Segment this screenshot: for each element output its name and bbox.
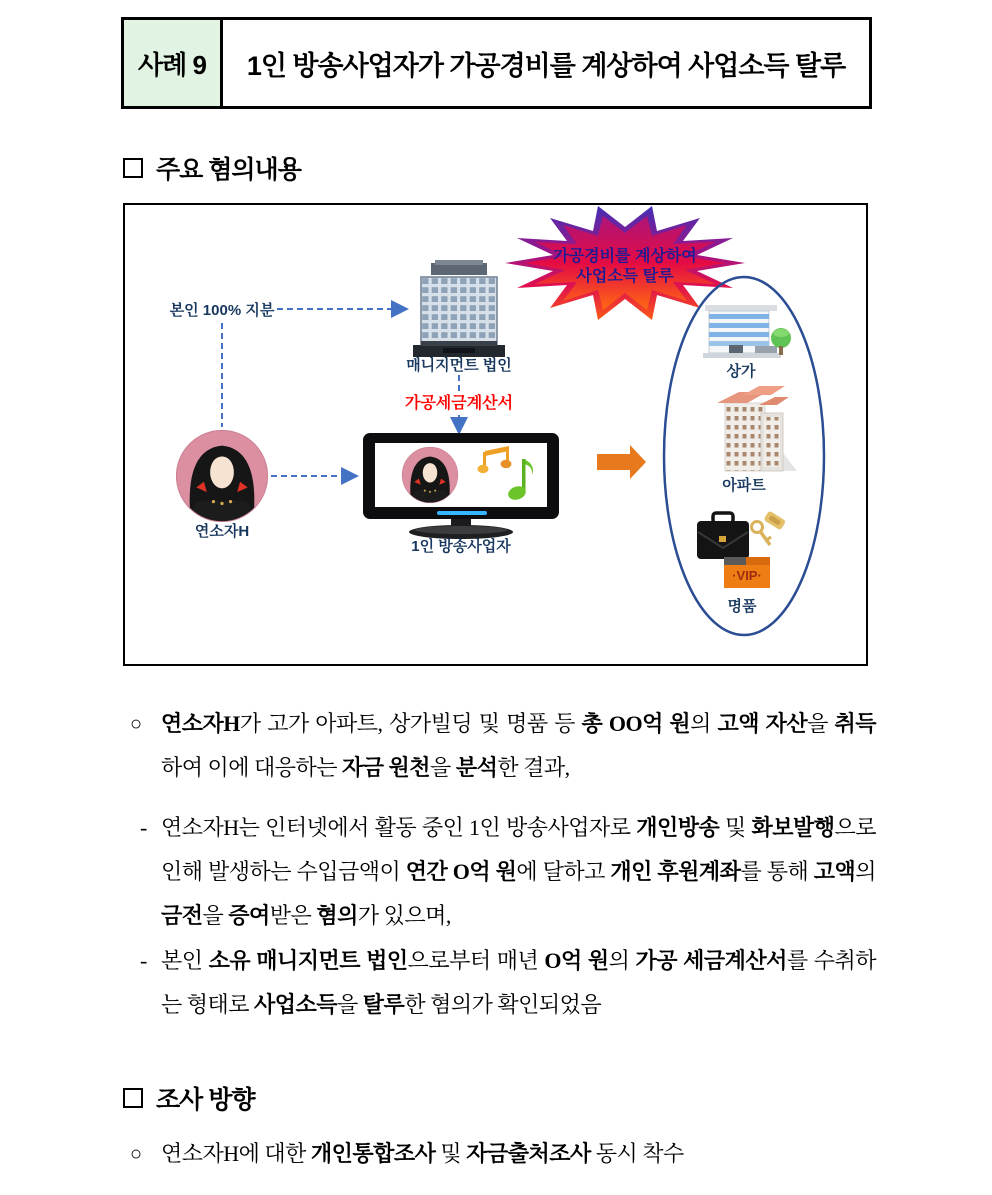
vip-card-icon <box>724 557 770 588</box>
minor-avatar-icon <box>176 430 267 525</box>
paragraph-fake-invoices <box>121 939 876 1027</box>
paragraph-text: 연소자H에 대한 개인통합조사 및 자금출처조사 동시 착수 <box>161 1141 684 1166</box>
section-heading-investigation-direction <box>123 1080 255 1116</box>
paragraph-investigation-launch <box>121 1132 876 1176</box>
scheme-diagram <box>123 203 868 666</box>
briefcase-icon <box>697 513 749 559</box>
starburst-text-line2: 사업소득 탈루 <box>576 268 674 285</box>
paragraph-text: 연소자H는 인터넷에서 활동 중인 1인 방송사업자로 개인방송 및 화보발행으로 인해 발생하는 수입금액이 연간 O억 원에 달하고 개인 후원계좌를 통해 고액의 금전을 증여받은 혐의가 있으며, <box>161 815 876 928</box>
management-building-icon <box>413 260 505 357</box>
section-heading-label: 조사 방향 <box>156 1086 255 1114</box>
dash-bullet: - <box>140 815 147 840</box>
result-arrow-icon <box>597 445 646 479</box>
circle-bullet: ○ <box>130 1143 142 1165</box>
paragraph-broadcast-income <box>121 806 876 938</box>
case-number-cell: 사례 9 <box>124 20 223 106</box>
apartment-label: 아파트 <box>722 477 766 494</box>
case-title: 1인 방송사업자가 가공경비를 계상하여 사업소득 탈루 <box>246 50 846 81</box>
luxury-label: 명품 <box>727 598 757 615</box>
square-bullet-icon <box>123 1088 143 1108</box>
case-header-box <box>121 17 872 109</box>
keys-icon <box>752 510 787 545</box>
paragraph-text: 연소자H가 고가 아파트, 상가빌딩 및 명품 등 총 OO억 원의 고액 자산을 취득하여 이에 대응하는 자금 원천을 분석한 결과, <box>161 711 876 780</box>
square-bullet-icon <box>123 158 143 178</box>
paragraph-text: 본인 소유 매니지먼트 법인으로부터 매년 O억 원의 가공 세금계산서를 수취하는 형태로 사업소득을 탈루한 혐의가 확인되었음 <box>161 948 876 1017</box>
scheme-diagram-canvas <box>125 205 866 664</box>
section-heading-main-allegations <box>123 150 301 186</box>
fake-invoice-label: 가공세금계산서 <box>404 395 514 412</box>
dash-bullet: - <box>140 948 147 973</box>
broadcaster-label: 1인 방송사업자 <box>411 538 511 555</box>
vip-card-text: ·VIP· <box>732 568 762 583</box>
section-heading-label: 주요 혐의내용 <box>156 156 301 184</box>
shop-building-icon <box>703 305 791 358</box>
tv-icon <box>363 433 559 539</box>
ownership-label: 본인 100% 지분 <box>169 302 275 319</box>
shop-label: 상가 <box>726 363 756 380</box>
starburst-text-line1: 가공경비를 계상하여 <box>553 248 697 265</box>
apartment-building-icon <box>717 386 797 471</box>
management-label: 매니지먼트 법인 <box>406 357 512 374</box>
minor-label: 연소자H <box>194 523 250 540</box>
paragraph-assets-acquired <box>121 702 876 790</box>
circle-bullet: ○ <box>130 713 142 735</box>
